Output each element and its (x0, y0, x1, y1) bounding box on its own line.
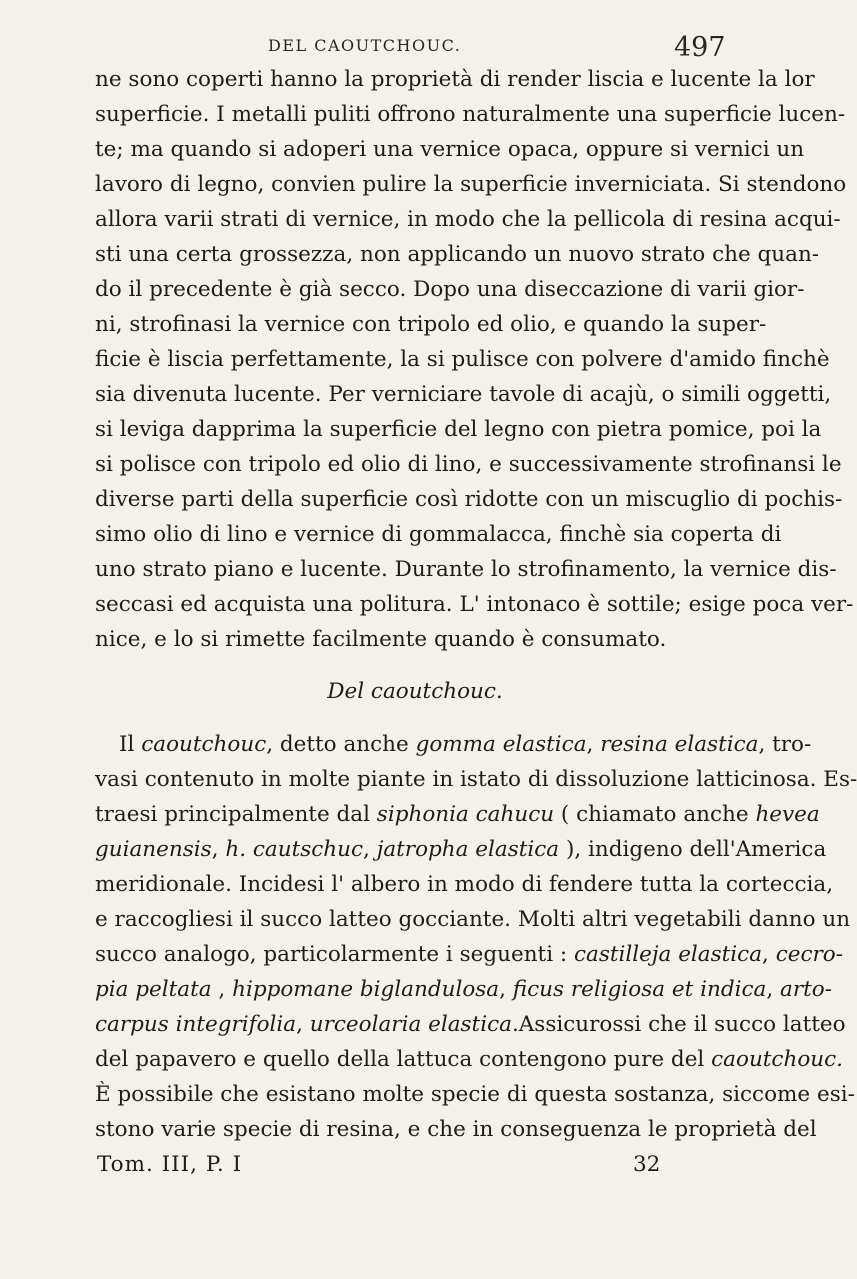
text-run: traesi principalmente dal (95, 802, 377, 827)
text-line: do il precedente è già secco. Dopo una diseccazione di varii gior- (95, 277, 805, 302)
text-line: nice, e lo si rimette facilmente quando è consumato. (95, 627, 667, 652)
italic-term: pia peltata (95, 977, 212, 1002)
text-line (95, 1042, 843, 1077)
italic-term: gomma elastica (415, 732, 587, 757)
text-line: stono varie specie di resina, e che in conseguenza le proprietà del (95, 1117, 817, 1142)
text-line: simo olio di lino e vernice di gommalacca, finchè sia coperta di (95, 522, 782, 547)
text-line: sti una certa grossezza, non applicando un nuovo strato che quan- (95, 242, 820, 267)
text-line (95, 797, 820, 832)
text-line (95, 972, 832, 1007)
text-line: meridionale. Incidesi l' albero in modo di fendere tutta la corteccia, (95, 872, 834, 897)
italic-term: h. cautschuc (225, 837, 364, 862)
text-run: , (363, 837, 377, 862)
page-footer (95, 1147, 735, 1182)
text-line: e raccogliesi il succo latteo gocciante. Molti altri vegetabili danno un (95, 907, 851, 932)
text-run: , (211, 977, 233, 1002)
text-run: Il (119, 732, 142, 757)
body-text (95, 62, 857, 1182)
text-run: ), indigeno dell'America (559, 837, 827, 862)
italic-term: resina elastica (600, 732, 759, 757)
text-line: si leviga dapprima la superficie del legno con pietra pomice, poi la (95, 417, 822, 442)
italic-term: cecro- (775, 942, 843, 967)
text-line: ne sono coperti hanno la proprietà di render liscia e lucente la lor (95, 67, 815, 92)
text-line (95, 937, 843, 972)
signature-mark: Tom. III, P. I (97, 1152, 243, 1177)
italic-term: siphonia cahucu (376, 802, 555, 827)
running-title: DEL CAOUTCHOUC. (268, 36, 462, 55)
italic-term: caoutchouc (141, 732, 267, 757)
section-heading: Del caoutchouc. (327, 679, 503, 704)
text-line (95, 727, 812, 762)
text-line: seccasi ed acquista una politura. L' intonaco è sottile; esige poca ver- (95, 592, 854, 617)
italic-term: hevea (755, 802, 820, 827)
italic-term: arto- (780, 977, 832, 1002)
text-line: ni, strofinasi la vernice con tripolo ed olio, e quando la super- (95, 312, 767, 337)
paragraph-caoutchouc (95, 727, 857, 1147)
italic-term: urceolaria elastica (309, 1012, 512, 1037)
text-line: allora varii strati di vernice, in modo che la pellicola di resina acqui- (95, 207, 841, 232)
text-line: te; ma quando si adoperi una vernice opaca, oppure si vernici un (95, 137, 805, 162)
italic-term: ficus religiosa et indica (512, 977, 767, 1002)
page-number: 497 (674, 32, 726, 63)
text-line: sia divenuta lucente. Per verniciare tavole di acajù, o simili oggetti, (95, 382, 832, 407)
text-line (95, 832, 827, 867)
italic-term: carpus integrifolia (95, 1012, 297, 1037)
text-run: , (762, 942, 776, 967)
text-run: del papavero e quello della lattuca contengono pure del (95, 1047, 712, 1072)
italic-term: hippomane biglandulosa (232, 977, 500, 1002)
italic-term: guianensis (95, 837, 212, 862)
text-line: vasi contenuto in molte piante in istato di dissoluzione latticinosa. Es- (95, 767, 857, 792)
text-run: , (766, 977, 781, 1002)
text-line: uno strato piano e lucente. Durante lo strofinamento, la vernice dis- (95, 557, 837, 582)
text-run: , (499, 977, 513, 1002)
sheet-number: 32 (633, 1152, 661, 1177)
text-run: , (211, 837, 226, 862)
text-line (95, 1007, 846, 1042)
text-line: ficie è liscia perfettamente, la si pulisce con polvere d'amido finchè (95, 347, 830, 372)
text-line: È possibile che esistano molte specie di questa sostanza, siccome esi- (95, 1082, 855, 1107)
text-line: lavoro di legno, convien pulire la superficie inverniciata. Si stendono (95, 172, 847, 197)
text-run: ( chiamato anche (554, 802, 756, 827)
text-line: diverse parti della superficie così ridotte con un miscuglio di pochis- (95, 487, 843, 512)
italic-term: caoutchouc. (711, 1047, 843, 1072)
text-line: superficie. I metalli puliti offrono naturalmente una superficie lucen- (95, 102, 846, 127)
text-run: , detto anche (266, 732, 416, 757)
text-run: , tro- (758, 732, 812, 757)
text-run: .Assicurossi che il succo latteo (511, 1012, 846, 1037)
italic-term: jatropha elastica (376, 837, 560, 862)
text-run: , (296, 1012, 310, 1037)
text-line: si polisce con tripolo ed olio di lino, e successivamente strofinansi le (95, 452, 842, 477)
paragraph-varnishing (95, 62, 854, 657)
text-run: succo analogo, particolarmente i seguenti : (95, 942, 574, 967)
text-run: , (586, 732, 601, 757)
italic-term: castilleja elastica (573, 942, 763, 967)
